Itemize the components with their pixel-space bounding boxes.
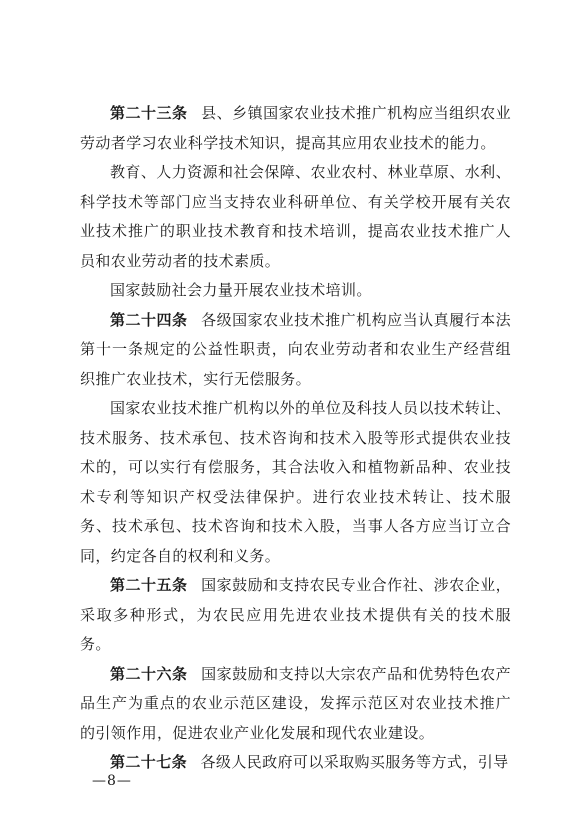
paragraph: [80, 660, 511, 749]
paragraph-text: 国家鼓励社会力量开展农业技术培训。: [110, 281, 372, 299]
paragraph-text: 教育、人力资源和社会保障、农业农村、林业草原、水利、科学技术等部门应当支持农业科研单位、有关学校开展有关农业技术推广的职业技术教育和技术培训，提高农业技术推广人员和农业劳动者的技术素质。: [80, 163, 511, 270]
paragraph: [80, 571, 511, 660]
paragraph-text: 国家鼓励和支持以大宗农产品和优势特色农产品生产为重点的农业示范区建设，发挥示范区对农业技术推广的引领作用，促进农业产业化发展和现代农业建设。: [80, 664, 511, 742]
paragraph-text: 国家鼓励和支持农民专业合作社、涉农企业，采取多种形式，为农民应用先进农业技术提供有关的技术服务。: [80, 576, 511, 653]
paragraph-text: 国家农业技术推广机构以外的单位及科技人员以技术转让、技术服务、技术承包、技术咨询和技术入股等形式提供农业技术的，可以实行有偿服务，其合法收入和植物新品种、农业技术专利等知识产权受法律保护。进行农业技术转让、技术服务、技术承包、技术咨询和技术入股，当事人各方应当订立合同，约定各自的权利和义务。: [80, 399, 511, 565]
article-label: 第二十五条: [110, 576, 188, 594]
paragraph: [80, 276, 511, 306]
article-label: 第二十四条: [110, 310, 188, 329]
paragraph-text: 各级人民政府可以采取购买服务等方式，引导: [200, 753, 509, 771]
paragraph: [80, 158, 511, 276]
paragraph: [80, 306, 511, 395]
page-number: —8—: [92, 773, 132, 789]
document-body: [80, 99, 511, 778]
paragraph: [80, 394, 511, 571]
paragraph: [80, 99, 511, 158]
article-label: 第二十七条: [110, 753, 188, 771]
article-label: 第二十六条: [110, 664, 188, 683]
paragraph-text: 县、乡镇国家农业技术推广机构应当组织农业劳动者学习农业科学技术知识，提高其应用农业技术的能力。: [80, 104, 511, 152]
paragraph-text: 各级国家农业技术推广机构应当认真履行本法第十一条规定的公益性职责，向农业劳动者和农业生产经营组织推广农业技术，实行无偿服务。: [80, 310, 511, 388]
paragraph: [80, 748, 511, 778]
article-label: 第二十三条: [110, 104, 188, 122]
